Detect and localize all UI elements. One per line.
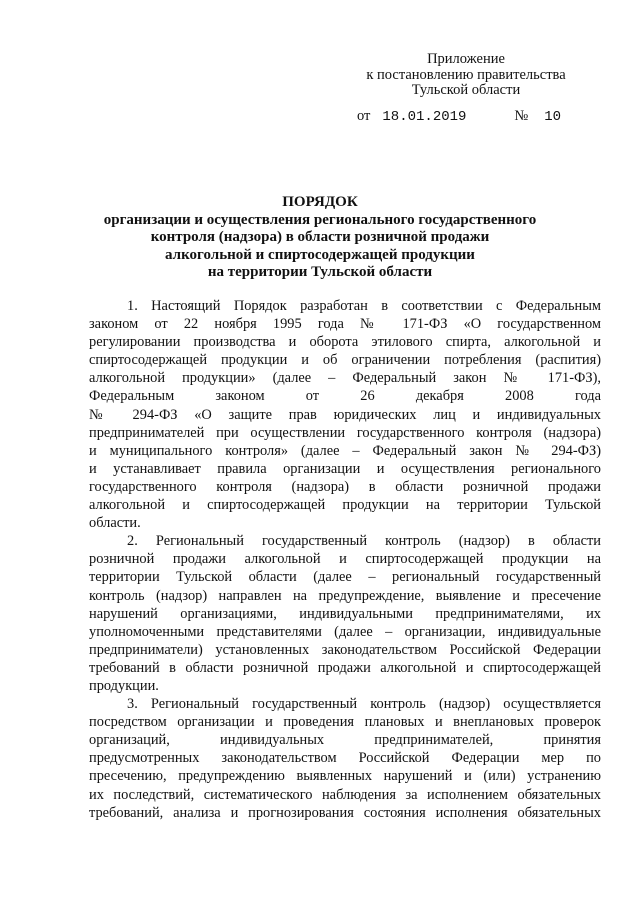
from-label: от — [357, 108, 371, 124]
subtitle-line-3: алкогольной и спиртосодержащей продукции — [165, 246, 475, 263]
subtitle-line-1: организации и осуществления регионального государственного — [103, 211, 537, 228]
text-line: 2. Региональный государственный контроль (надзор) в области — [127, 533, 601, 550]
text-line: государственного контроля (надзора) в области розничной продажи — [89, 478, 601, 495]
document-title: ПОРЯДОК — [282, 194, 358, 210]
text-line: области. — [89, 515, 141, 532]
text-line: 3. Региональный государственный контроль (надзор) осуществляется — [127, 696, 601, 713]
subtitle-line-4: на территории Тульской области — [207, 264, 433, 280]
text-line: алкогольной продукции» (далее – Федеральный закон № 171-ФЗ), — [89, 370, 601, 387]
resolution-date: 18.01.2019 — [382, 109, 467, 125]
text-line: регулировании производства и оборота этилового спирта, алкогольной и — [89, 334, 601, 351]
text-line: требований, анализа и прогнозирования состояния исполнения обязательных — [89, 804, 601, 821]
resolution-number: 10 — [544, 109, 562, 125]
text-line: законом от 22 ноября 1995 года № 171-ФЗ «О государственном — [89, 316, 601, 333]
number-label: № — [514, 108, 529, 124]
text-line: территории Тульской области (далее – региональный государственный — [89, 569, 601, 586]
annex-line-1: Приложение — [427, 51, 505, 67]
text-line: продукции. — [89, 677, 159, 694]
text-line: их последствий, систематического наблюдения за исполнением обязательных — [89, 786, 601, 803]
text-line: Федеральным законом от 26 декабря 2008 года — [89, 388, 601, 405]
text-line: нарушений организациями, индивидуальными предпринимателями, их — [89, 605, 601, 622]
text-line: организаций, индивидуальных предпринимателей, принятия — [89, 732, 601, 749]
subtitle-line-2: контроля (надзора) в области розничной продажи — [150, 229, 490, 245]
text-line: предпринимателей при осуществлении государственного контроля (надзора) — [89, 424, 601, 441]
text-line: посредством организации и проведения плановых и внеплановых проверок — [89, 714, 601, 731]
annex-line-3: Тульской области — [411, 82, 521, 98]
resolution-date-number — [357, 108, 561, 125]
text-line: спиртосодержащей продукции и об ограничении потребления (распития) — [89, 352, 601, 369]
text-line: предприниматели) установленных законодательством Российской Федерации — [89, 641, 601, 658]
text-line: контроль (надзор) направлен на предупреждение, выявление и пресечение — [89, 587, 601, 604]
text-line: № 294-ФЗ «О защите прав юридических лиц и индивидуальных — [89, 406, 601, 423]
text-line: и муниципального контроля» (далее – Федеральный закон № 294-ФЗ) — [89, 442, 601, 459]
annex-header — [346, 52, 586, 99]
text-line: уполномоченными представителями (далее – организации, индивидуальные — [89, 623, 601, 640]
text-line: пресечению, предупреждению выявленных нарушений и (или) устранению — [89, 768, 601, 785]
annex-line-2: к постановлению правительства — [366, 66, 566, 83]
text-line: 1. Настоящий Порядок разработан в соответствии с Федеральным — [127, 298, 601, 314]
text-line: и устанавливает правила организации и осуществления регионального — [89, 460, 601, 477]
text-line: предусмотренных законодательством Российской Федерации мер по — [89, 750, 601, 767]
document-body — [89, 297, 601, 822]
document-heading — [90, 194, 550, 282]
text-line: требований в области розничной продажи алкогольной и спиртосодержащей — [89, 659, 601, 676]
text-line: розничной продажи алкогольной и спиртосодержащей продукции на — [89, 551, 601, 568]
text-line: алкогольной и спиртосодержащей продукции на территории Тульской — [89, 497, 601, 514]
